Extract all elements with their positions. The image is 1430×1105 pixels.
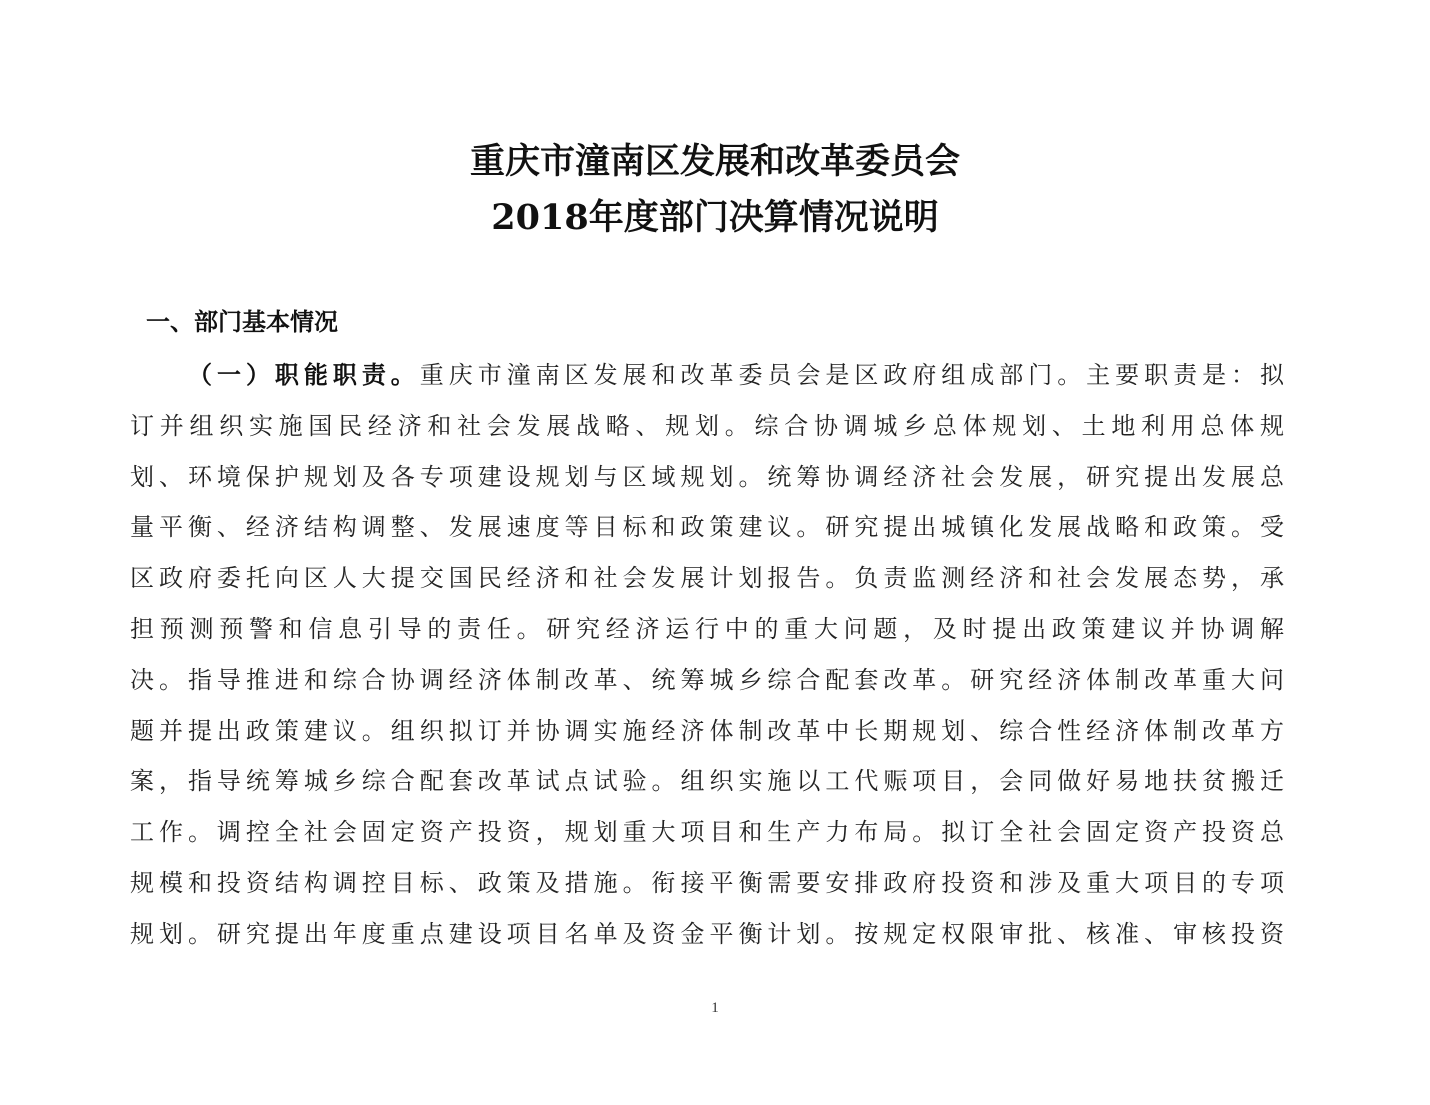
body-line: 案，指导统筹城乡综合配套改革试点试验。组织实施以工代赈项目，会同做好易地扶贫搬迁 xyxy=(130,767,1284,796)
body-line: 量平衡、经济结构调整、发展速度等目标和政策建议。研究提出城镇化发展战略和政策。受 xyxy=(130,513,1284,542)
body-line: 划、环境保护规划及各专项建设规划与区域规划。统筹协调经济社会发展，研究提出发展总 xyxy=(130,462,1284,491)
body-line: 工作。调控全社会固定资产投资，规划重大项目和生产力布局。拟订全社会固定资产投资总 xyxy=(130,818,1284,847)
body-line: 题并提出政策建议。组织拟订并协调实施经济体制改革中长期规划、综合性经济体制改革方 xyxy=(130,716,1284,745)
subheading-functions: （一）职能职责。 xyxy=(188,361,420,389)
body-paragraph xyxy=(130,350,1284,960)
body-line: 订并组织实施国民经济和社会发展战略、规划。综合协调城乡总体规划、土地利用总体规 xyxy=(130,411,1284,440)
body-line: 区政府委托向区人大提交国民经济和社会发展计划报告。负责监测经济和社会发展态势，承 xyxy=(130,564,1284,593)
body-line: 担预测预警和信息引导的责任。研究经济运行中的重大问题，及时提出政策建议并协调解 xyxy=(130,614,1284,643)
section-heading: 一、部门基本情况 xyxy=(146,308,338,336)
body-line: 规模和投资结构调控目标、政策及措施。衔接平衡需要安排政府投资和涉及重大项目的专项 xyxy=(130,868,1284,897)
title-line-1: 重庆市潼南区发展和改革委员会 xyxy=(469,141,960,182)
body-line xyxy=(130,350,1284,401)
body-line: 决。指导推进和综合协调经济体制改革、统筹城乡综合配套改革。研究经济体制改革重大问 xyxy=(130,665,1284,694)
document-title xyxy=(0,134,1430,246)
page-number: 1 xyxy=(711,1000,719,1016)
title-line-2: 2018年度部门决算情况说明 xyxy=(491,197,939,238)
body-line-text: 重庆市潼南区发展和改革委员会是区政府组成部门。主要职责是：拟 xyxy=(419,361,1284,389)
body-line: 规划。研究提出年度重点建设项目名单及资金平衡计划。按规定权限审批、核准、审核投资 xyxy=(130,919,1284,948)
